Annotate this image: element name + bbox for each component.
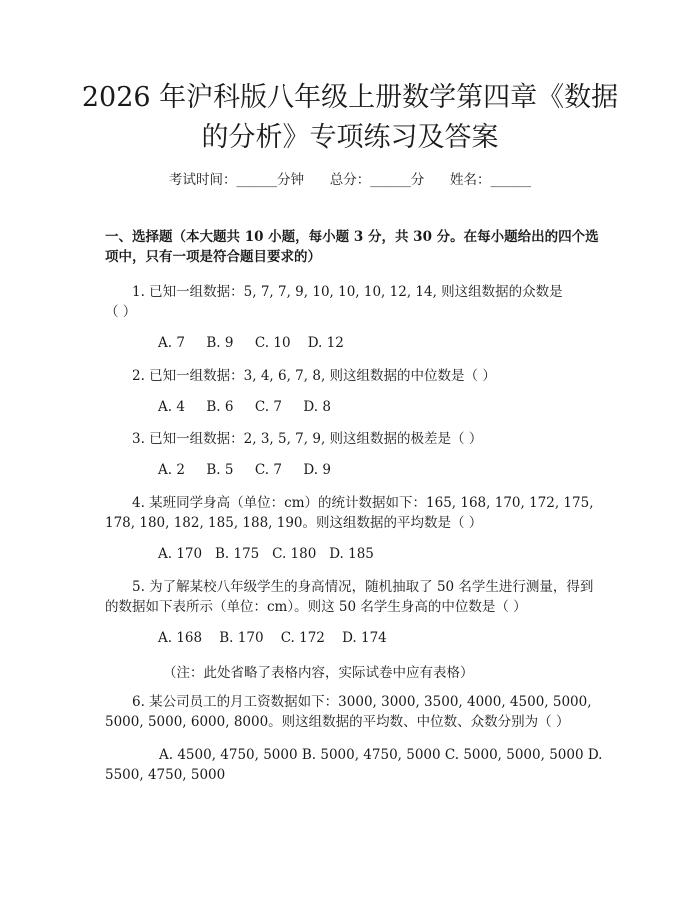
title-line-1: 2026 年沪科版八年级上册数学第四章《数据 — [81, 82, 619, 113]
question-4-options: A. 170 B. 175 C. 180 D. 185 — [158, 546, 374, 562]
question-1-options: A. 7 B. 9 C. 10 D. 12 — [158, 335, 344, 351]
question-6-line-1: 6. 某公司员工的月工资数据如下：3000, 3000, 3500, 4000, 4500, 5000, — [132, 694, 592, 710]
question-2-line-1: 2. 已知一组数据：3, 4, 6, 7, 8, 则这组数据的中位数是（ ） — [132, 368, 496, 384]
question-2 — [105, 366, 599, 386]
question-4 — [105, 493, 599, 533]
section-heading-line-1: 一、选择题（本大题共 10 小题，每小题 3 分，共 30 分。在每小题给出的四个选 — [105, 229, 599, 245]
question-5-note: （注：此处省略了表格内容，实际试卷中应有表格） — [163, 665, 474, 681]
question-4-line-1: 4. 某班同学身高（单位：cm）的统计数据如下：165, 168, 170, 172, 175, — [132, 495, 594, 511]
question-5-options: A. 168 B. 170 C. 172 D. 174 — [158, 630, 387, 646]
page-title — [60, 78, 640, 158]
title-line-2: 的分析》专项练习及答案 — [201, 122, 499, 153]
question-5 — [105, 577, 599, 617]
question-6-options — [105, 745, 605, 785]
question-3 — [105, 429, 599, 449]
question-1-line-1: 1. 已知一组数据：5, 7, 7, 9, 10, 10, 10, 12, 14, 则这组数据的众数是 — [132, 284, 563, 300]
question-5-line-2: 的数据如下表所示（单位：cm）。则这 50 名学生身高的中位数是（ ） — [105, 599, 527, 615]
question-1-line-2: （ ） — [105, 304, 137, 320]
question-3-options: A. 2 B. 5 C. 7 D. 9 — [158, 462, 331, 478]
question-6-options-line-2: 5500, 4750, 5000 — [105, 767, 226, 783]
question-4-line-2: 178, 180, 182, 185, 188, 190。则这组数据的平均数是（ ） — [105, 515, 483, 531]
question-5-line-1: 5. 为了解某校八年级学生的身高情况，随机抽取了 50 名学生进行测量，得到 — [132, 579, 594, 595]
question-1 — [105, 282, 599, 322]
section-heading — [105, 227, 605, 267]
question-2-options: A. 4 B. 6 C. 7 D. 8 — [158, 399, 331, 415]
section-heading-line-2: 项中，只有一项是符合题目要求的） — [105, 249, 321, 265]
exam-info: 考试时间：______分钟 总分：______分 姓名：______ — [169, 172, 531, 188]
question-6-line-2: 5000, 5000, 6000, 8000。则这组数据的平均数、中位数、众数分别为（ ） — [105, 714, 570, 730]
question-6-options-line-1: A. 4500, 4750, 5000 B. 5000, 4750, 5000 C. 5000, 5000, 5000 D. — [159, 747, 603, 763]
question-3-line-1: 3. 已知一组数据：2, 3, 5, 7, 9, 则这组数据的极差是（ ） — [132, 431, 483, 447]
question-6 — [105, 692, 599, 732]
